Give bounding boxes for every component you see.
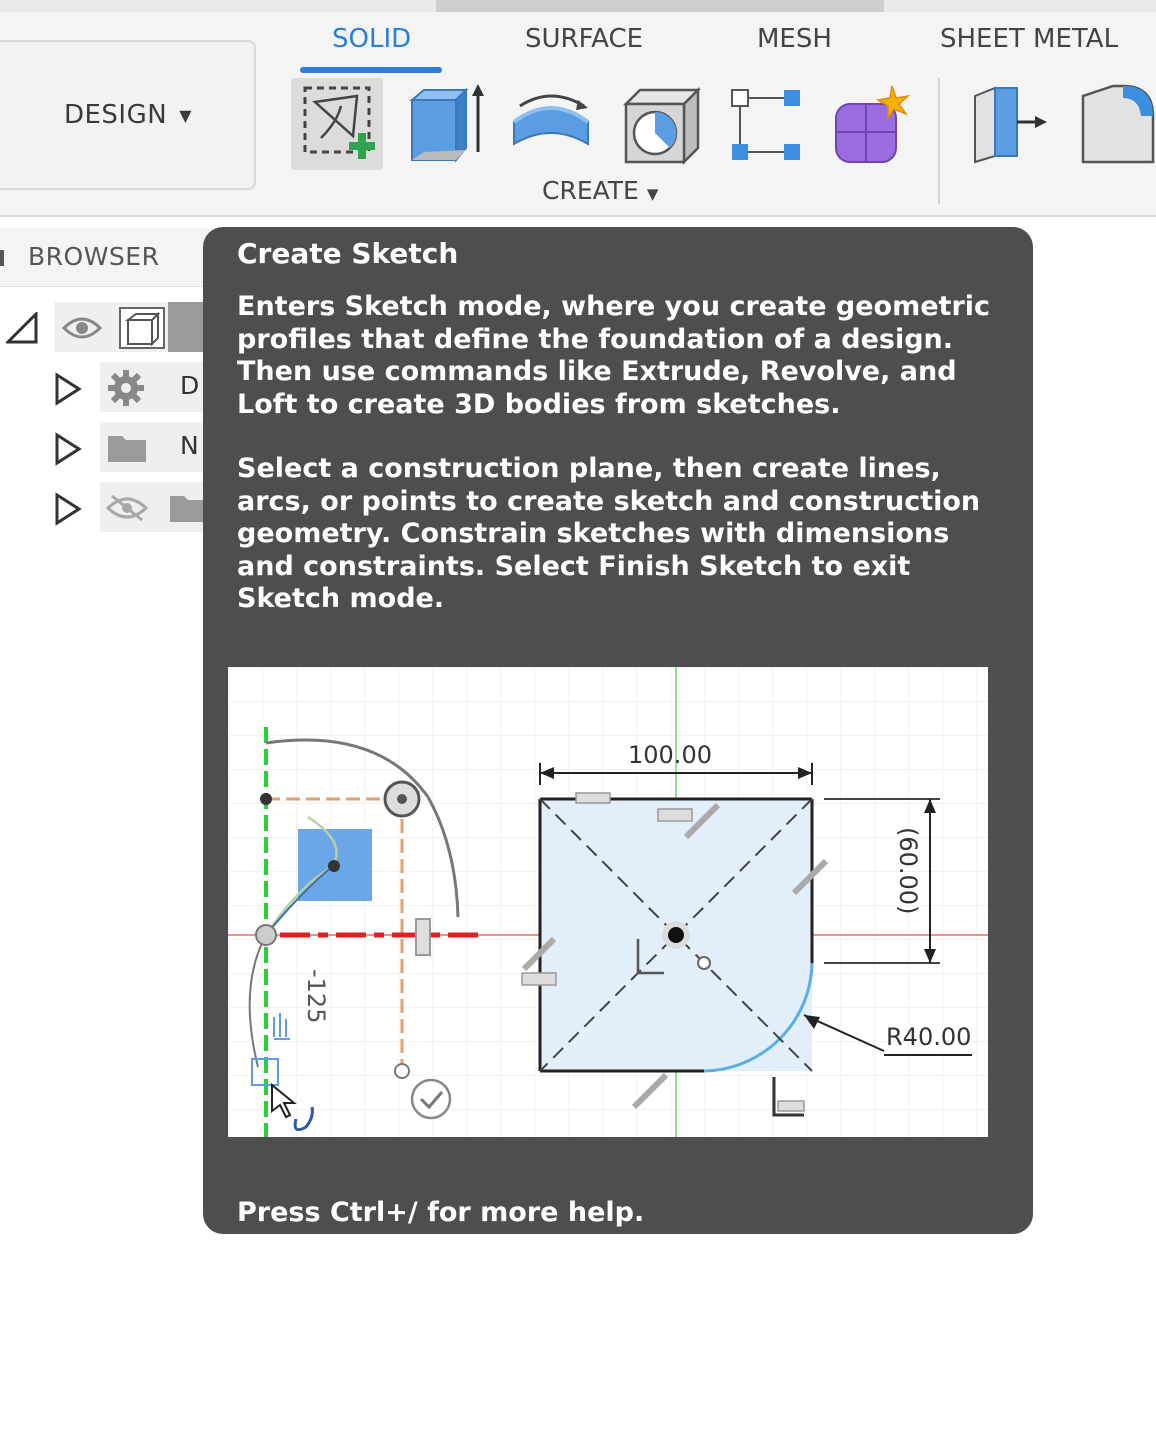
expanded-triangle-icon[interactable] xyxy=(6,312,38,344)
hidden-eye-icon[interactable] xyxy=(106,492,148,524)
create-form-icon xyxy=(828,82,916,166)
group-divider xyxy=(938,78,940,204)
collapsed-triangle-icon[interactable] xyxy=(54,372,82,406)
pattern-icon xyxy=(722,82,806,166)
scrollbar-thumb[interactable] xyxy=(436,0,884,12)
tree-row-named-views[interactable] xyxy=(0,422,210,474)
create-form-button[interactable] xyxy=(826,78,918,170)
collapse-handle-icon[interactable] xyxy=(0,250,4,266)
tooltip-description: Enters Sketch mode, where you create geometric profiles that define the foundation of a design. Then use commands like Extrude, Revolve, and Loft to create 3D bodies from sketches. xyxy=(237,291,991,420)
extrude-icon xyxy=(400,82,484,166)
create-sketch-icon xyxy=(297,82,377,166)
press-pull-icon xyxy=(965,82,1051,166)
browser-title: BROWSER xyxy=(28,242,160,271)
width-dimension: 100.00 xyxy=(628,741,712,769)
gear-icon xyxy=(106,368,146,408)
browser-panel-header[interactable] xyxy=(0,228,210,287)
window-top-strip xyxy=(0,0,1156,12)
angle-dimension: -125 xyxy=(302,969,330,1024)
caret-down-icon: ▼ xyxy=(179,105,193,125)
tab-surface[interactable]: SURFACE xyxy=(525,24,644,54)
workspace-dropdown-button[interactable] xyxy=(0,40,256,190)
hole-icon xyxy=(618,82,704,166)
create-group-dropdown[interactable] xyxy=(542,176,658,205)
revolve-button[interactable] xyxy=(505,78,597,170)
tree-row-label: D xyxy=(180,371,200,400)
press-pull-button[interactable] xyxy=(962,78,1054,170)
create-group-label: CREATE xyxy=(542,176,639,205)
extrude-button[interactable] xyxy=(396,78,488,170)
active-tab-indicator xyxy=(300,67,442,73)
tree-row-root[interactable] xyxy=(0,302,210,354)
fillet-icon xyxy=(1073,82,1156,166)
tooltip-instructions: Select a construction plane, then create lines, arcs, or points to create sketch and construction geometry. Constrain sketches with dimensions and constraints. Select Finish Sketch to exit Sketch mode. xyxy=(237,453,981,614)
create-sketch-button[interactable] xyxy=(291,78,383,170)
create-sketch-tooltip xyxy=(203,227,1033,1234)
height-dimension: (60.00) xyxy=(894,827,922,915)
tooltip-illustration xyxy=(228,667,988,1137)
tab-mesh[interactable]: MESH xyxy=(757,24,832,54)
tree-row-label: N xyxy=(180,431,199,460)
tab-solid[interactable]: SOLID xyxy=(332,24,412,54)
radius-dimension: R40.00 xyxy=(886,1023,972,1051)
tooltip-help-hint: Press Ctrl+/ for more help. xyxy=(237,1197,645,1228)
caret-down-icon: ▼ xyxy=(646,185,659,203)
collapsed-triangle-icon[interactable] xyxy=(54,432,82,466)
hole-button[interactable] xyxy=(615,78,707,170)
eye-icon[interactable] xyxy=(62,314,102,342)
tab-sheet-metal[interactable]: SHEET METAL xyxy=(940,24,1119,54)
tree-row-settings[interactable] xyxy=(0,362,210,414)
ribbon-toolbar xyxy=(0,12,1156,217)
tree-row-hidden-folder[interactable] xyxy=(0,482,210,534)
collapsed-triangle-icon[interactable] xyxy=(54,492,82,526)
revolve-icon xyxy=(506,82,596,166)
workspace-label: DESIGN xyxy=(63,100,168,130)
folder-icon xyxy=(106,432,148,464)
fillet-button[interactable] xyxy=(1070,78,1156,170)
component-icon xyxy=(118,306,166,350)
sketch-illustration xyxy=(228,667,988,1137)
rectangular-pattern-button[interactable] xyxy=(718,78,810,170)
tooltip-title: Create Sketch xyxy=(237,237,459,270)
